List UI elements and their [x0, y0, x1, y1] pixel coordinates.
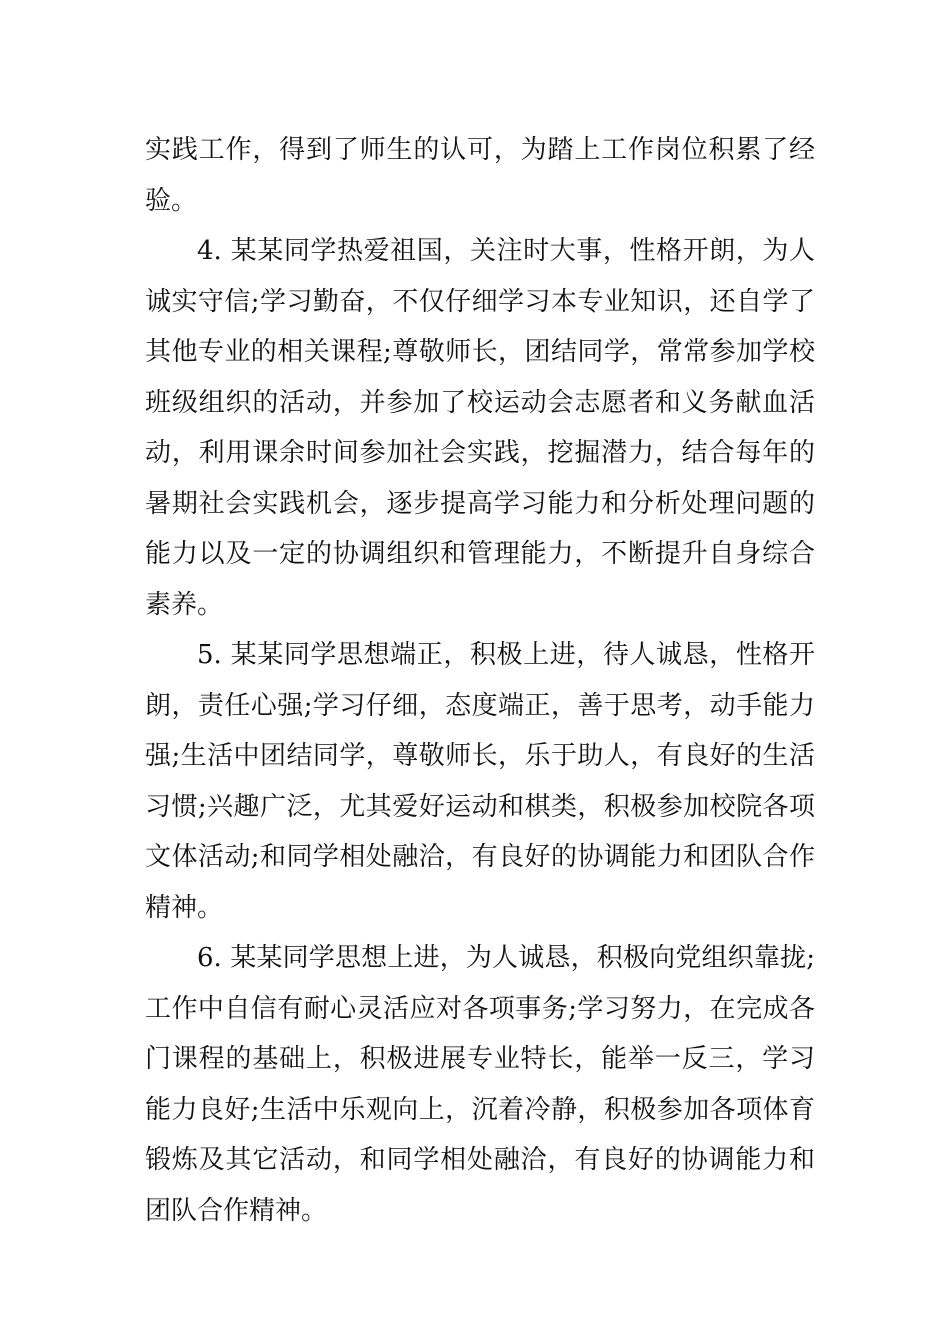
paragraph-item-5: 5. 某某同学思想端正，积极上进，待人诚恳，性格开朗，责任心强;学习仔细，态度端正，善于思考，动手能力强;生活中团结同学，尊敬师长，乐于助人，有良好的生活习惯;兴趣广泛，尤其爱好运动和棋类，积极参加校院各项文体活动;和同学相处融洽，有良好的协调能力和团队合作精神。	[145, 640, 815, 923]
paragraph-item-6: 6. 某某同学思想上进，为人诚恳，积极向党组织靠拢;工作中自信有耐心灵活应对各项事务;学习努力，在完成各门课程的基础上，积极进展专业特长，能举一反三，学习能力良好;生活中乐观向上，沉着冷静，积极参加各项体育锻炼及其它活动，和同学相处融洽，有良好的协调能力和团队合作精神。	[145, 943, 815, 1226]
paragraph-item-4: 4. 某某同学热爱祖国，关注时大事，性格开朗，为人诚实守信;学习勤奋，不仅仔细学习本专业知识，还自学了其他专业的相关课程;尊敬师长，团结同学，常常参加学校班级组织的活动，并参加了校运动会志愿者和义务献血活动，利用课余时间参加社会实践，挖掘潜力，结合每年的暑期社会实践机会，逐步提高学习能力和分析处理问题的能力以及一定的协调组织和管理能力，不断提升自身综合素养。	[145, 236, 815, 620]
paragraph-continuation: 实践工作，得到了师生的认可，为踏上工作岗位积累了经验。	[145, 135, 815, 216]
document-body	[145, 125, 815, 1236]
